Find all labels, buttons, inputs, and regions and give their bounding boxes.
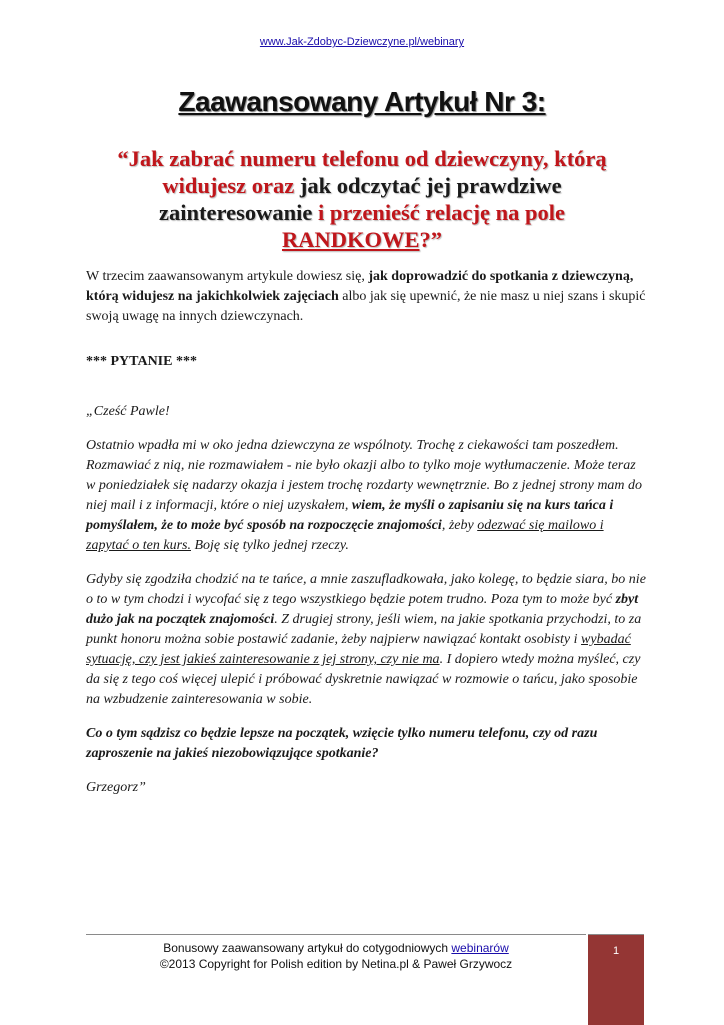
page-number: 1 bbox=[612, 945, 620, 957]
letter-p2-text: Gdyby się zgodziła chodzić na te tańce, a mnie zaszufladkowała, jako kolegę, to będzie siara, bo nie o to w tym chodzi i wycofać się z tego wszystkiego będzie potem trudno. Poza tym to może być bbox=[86, 572, 646, 607]
subtitle-randkowe: RANDKOWE bbox=[281, 227, 420, 252]
letter-p2-text-3: . I dopiero wtedy można myśleć, czy da się z tego coś więcej ulepić i próbować dyskretnie nawiązać w rozmowie o tańcu, jako sposobie na wzbudzenie zainteresowania w sobie. bbox=[86, 652, 641, 707]
letter-paragraph-1 bbox=[86, 436, 646, 556]
letter-p1-text-3: Boję się tylko jednej rzeczy. bbox=[190, 538, 349, 553]
intro-text-2: albo jak się upewnić, że nie masz u niej szans i skupić swoją uwagę na innych dziewczynach. bbox=[86, 289, 646, 324]
page-title: Zaawansowany Artykuł Nr 3: bbox=[178, 86, 546, 117]
reader-letter bbox=[86, 402, 646, 812]
footer-webinars-link[interactable]: webinarów bbox=[451, 941, 509, 955]
footer-bonus-text: Bonusowy zaawansowany artykuł do cotygodniowych bbox=[163, 941, 452, 955]
letter-p1-text: Ostatnio wpadła mi w oko jedna dziewczyna ze wspólnoty. Trochę z ciekawości tam poszedłem. Rozmawiać z nią, nie rozmawiałem - nie było okazji albo to tylko moje wytłumaczenie. Może teraz w poniedziałek się nadarzy okazja i jestem trochę rozdarty wewnętrznie. Bo z jednej strony mam do niej mail i z informacji, które o niej uzyskałem, bbox=[86, 438, 643, 513]
letter-p1-bold: wiem, że myśli o zapisaniu się na kurs tańca i pomyślałem, że to może być sposób na rozpoczęcie znajomości bbox=[86, 498, 614, 533]
subtitle-part-dark: jak odczytać jej prawdziwe zainteresowanie bbox=[159, 173, 562, 225]
question-heading: *** PYTANIE *** bbox=[86, 354, 197, 369]
header-website-link[interactable]: www.Jak-Zdobyc-Dziewczyne.pl/webinary bbox=[259, 36, 465, 48]
letter-paragraph-2 bbox=[86, 570, 646, 710]
letter-p1-text-2: , żeby bbox=[441, 518, 478, 533]
letter-p2-text-2: . Z drugiej strony, jeśli wiem, na jakie spotkania przychodzi, to za punkt honoru można sobie postawić zadanie, żeby najpierw nawiązać kontakt osobisty i bbox=[86, 612, 642, 647]
letter-signature: Grzegorz” bbox=[86, 780, 146, 795]
subtitle-closing-quote: ?” bbox=[419, 227, 442, 252]
footer-divider bbox=[86, 934, 586, 935]
article-subtitle bbox=[90, 145, 634, 253]
intro-paragraph bbox=[86, 267, 646, 327]
subtitle-part-red-2: i przenieść relację na pole bbox=[312, 200, 565, 225]
footer-line-1 bbox=[86, 940, 586, 956]
intro-text-1: W trzecim zaawansowanym artykule dowiesz się, bbox=[86, 269, 369, 284]
intro-bold: jak doprowadzić do spotkania z dziewczyną, którą widujesz na jakichkolwiek zajęciach bbox=[86, 269, 634, 304]
page-number-box bbox=[588, 934, 644, 1025]
letter-greeting: „Cześć Pawle! bbox=[86, 404, 170, 419]
letter-p2-underlined: wybadać sytuację, czy jest jakieś zainteresowanie z jej strony, czy nie ma bbox=[86, 632, 631, 667]
footer-copyright: ©2013 Copyright for Polish edition by Netina.pl & Paweł Grzywocz bbox=[159, 957, 513, 971]
footer bbox=[86, 940, 586, 972]
letter-p2-bold: zbyt dużo jak na początek znajomości bbox=[86, 592, 639, 627]
letter-p1-underlined: odezwać się mailowo i zapytać o ten kurs. bbox=[86, 518, 604, 553]
letter-question: Co o tym sądzisz co będzie lepsze na początek, wzięcie tylko numeru telefonu, czy od razu zaproszenie na jakieś niezobowiązujące spotkanie? bbox=[86, 726, 598, 761]
subtitle-part-red-1: “Jak zabrać numeru telefonu od dziewczyny, którą widujesz oraz bbox=[117, 146, 607, 198]
